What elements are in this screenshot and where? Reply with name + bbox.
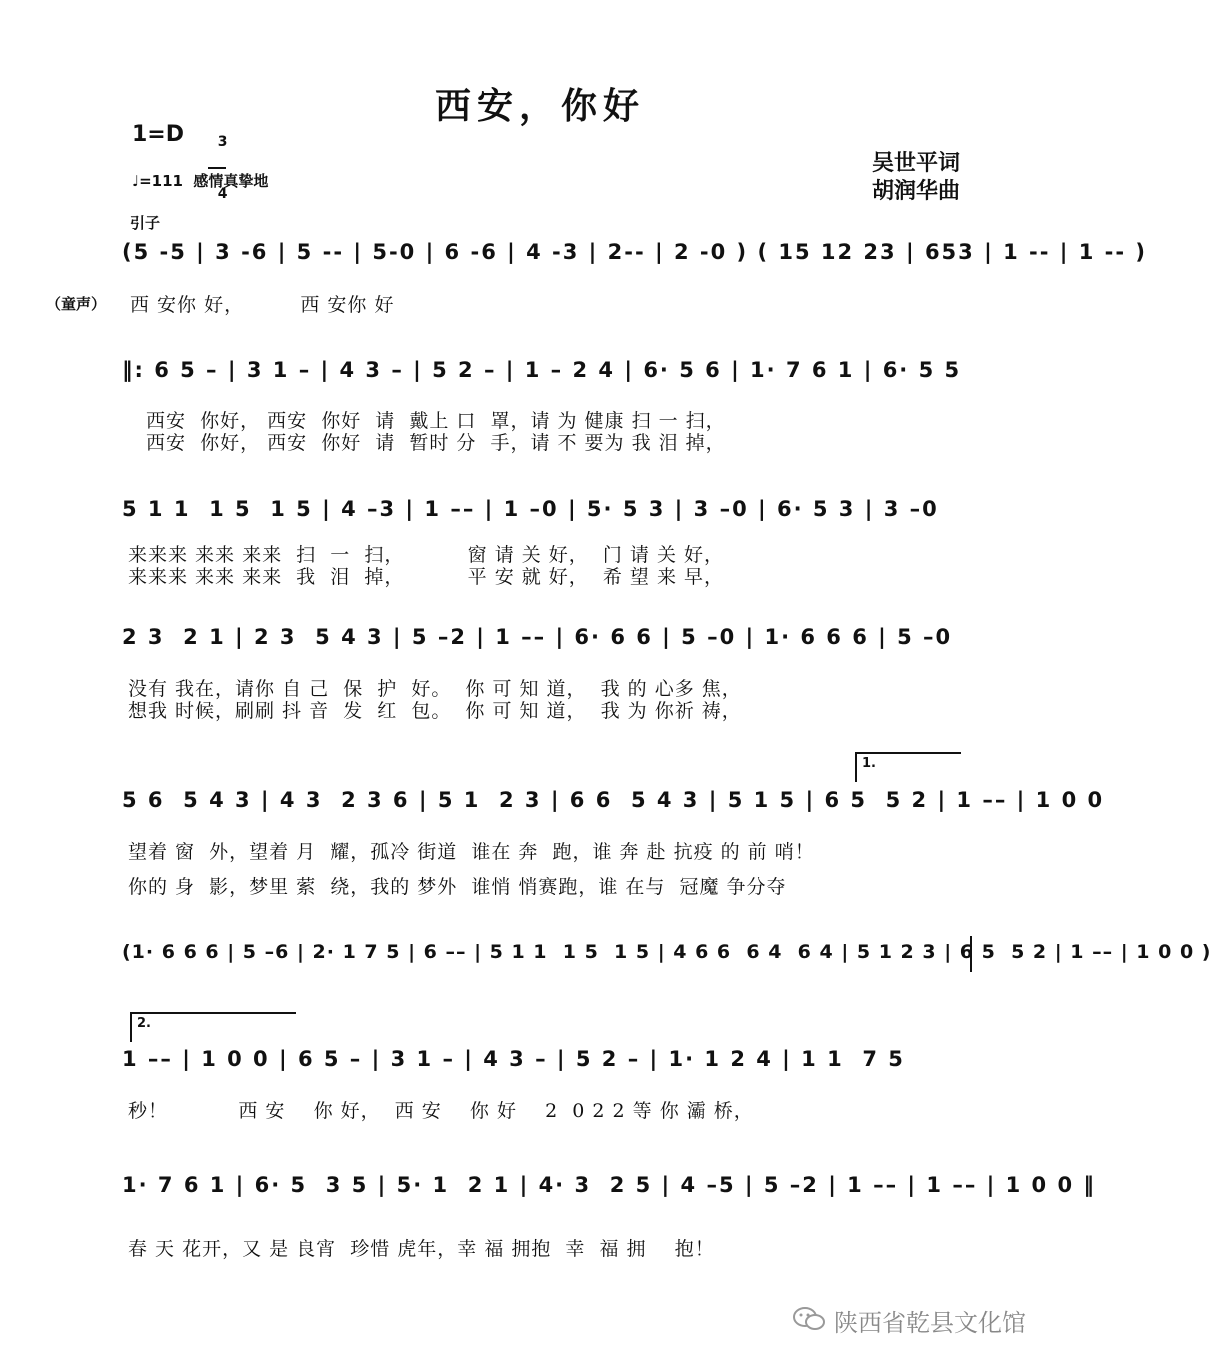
system-6-lyrics: 秒！ 西 安 你 好， 西 安 你 好 2 0 2 2 等 你 灞 桥， bbox=[128, 1100, 754, 1122]
volta-1-label: 1. bbox=[862, 756, 876, 771]
time-sig-bottom: 4 bbox=[217, 186, 228, 202]
system-3-lyrics-verse1: 没有 我在，请你 自 己 保 护 好。 你 可 知 道， 我 的 心多 焦， bbox=[128, 678, 742, 700]
composer: 胡润华曲 bbox=[872, 178, 961, 204]
wechat-icon bbox=[792, 1306, 826, 1332]
key-signature: 1=D bbox=[132, 122, 185, 147]
system-1-notes: ‖: 6 5 – | 3 1 – | 4 3 – | 5 2 – | 1 – 2 4 | 6· 5 6 | 1· 7 6 1 | 6· 5 5 bbox=[122, 358, 962, 382]
lyricist: 吴世平词 bbox=[872, 150, 961, 176]
volta-2-label: 2. bbox=[137, 1016, 151, 1031]
volta-2-bracket bbox=[130, 1012, 296, 1014]
voice-label: （童声） bbox=[46, 295, 107, 313]
volta-2-bracket-side bbox=[130, 1012, 132, 1042]
intro-notes: (5 -5 | 3 -6 | 5 -- | 5-0 | 6 -6 | 4 -3 | 2-- | 2 -0 ) ( 15 12 23 | 653 | 1 -- | 1 -- ) bbox=[122, 240, 1147, 264]
system-4-lyrics-verse1: 望着 窗 外，望着 月 耀，孤冷 街道 谁在 奔 跑，谁 奔 赴 抗疫 的 前 哨！ bbox=[128, 841, 815, 863]
system-4-notes: 5 6 5 4 3 | 4 3 2 3 6 | 5 1 2 3 | 6 6 5 4 3 | 5 1 5 | 6 5 5 2 | 1 –– | 1 0 0 bbox=[122, 788, 1105, 812]
tempo-marking: ♩=111 感情真挚地 bbox=[132, 172, 269, 190]
system-1-lyrics-verse1: 西安 你好， 西安 你好 请 戴上 口 罩，请 为 健康 扫 一 扫， bbox=[146, 410, 726, 432]
volta-1-bracket-side bbox=[855, 752, 857, 782]
system-7-notes: 1· 7 6 1 | 6· 5 3 5 | 5· 1 2 1 | 4· 3 2 5 | 4 –5 | 5 –2 | 1 –– | 1 –– | 1 0 0 ‖ bbox=[122, 1173, 1096, 1197]
system-6-notes: 1 –– | 1 0 0 | 6 5 – | 3 1 – | 4 3 – | 5 2 – | 1· 1 2 4 | 1 1 7 5 bbox=[122, 1047, 905, 1071]
end-repeat-barline bbox=[970, 936, 972, 972]
system-1-lyrics-verse2: 西安 你好， 西安 你好 请 暂时 分 手，请 不 要为 我 泪 掉， bbox=[146, 432, 726, 454]
song-title: 西安，你好 bbox=[434, 85, 645, 127]
system-3-notes: 2 3 2 1 | 2 3 5 4 3 | 5 –2 | 1 –– | 6· 6 6 | 5 –0 | 1· 6 6 6 | 5 –0 bbox=[122, 625, 953, 649]
intro-label: 引子 bbox=[130, 214, 161, 232]
intro-lyrics: 西 安你 好， 西 安你 好 bbox=[130, 294, 395, 316]
system-3-lyrics-verse2: 想我 时候，刷刷 抖 音 发 红 包。 你 可 知 道， 我 为 你祈 祷， bbox=[128, 700, 742, 722]
system-4-lyrics-verse2: 你的 身 影，梦里 萦 绕，我的 梦外 谁悄 悄赛跑，谁 在与 冠魔 争分夺 bbox=[128, 876, 787, 898]
system-2-notes: 5 1 1 1 5 1 5 | 4 –3 | 1 –– | 1 –0 | 5· 5 3 | 3 –0 | 6· 5 3 | 3 –0 bbox=[122, 497, 939, 521]
system-7-lyrics: 春 天 花开，又 是 良宵 珍惜 虎年，幸 福 拥抱 幸 福 拥 抱！ bbox=[128, 1238, 715, 1260]
time-sig-top: 3 bbox=[217, 134, 228, 150]
system-2-lyrics-verse2: 来来来 来来 来来 我 泪 掉， 平 安 就 好， 希 望 来 早， bbox=[128, 566, 724, 588]
watermark-text: 陕西省乾县文化馆 bbox=[834, 1309, 1026, 1337]
system-5-notes: (1· 6 6 6 | 5 –6 | 2· 1 7 5 | 6 –– | 5 1 1 1 5 1 5 | 4 6 6 6 4 6 4 | 5 1 2 3 | 6 5 5 2 | 1 –– | 1 0 0 ) bbox=[122, 941, 1212, 963]
volta-1-bracket bbox=[855, 752, 961, 754]
system-2-lyrics-verse1: 来来来 来来 来来 扫 一 扫， 窗 请 关 好， 门 请 关 好， bbox=[128, 544, 724, 566]
